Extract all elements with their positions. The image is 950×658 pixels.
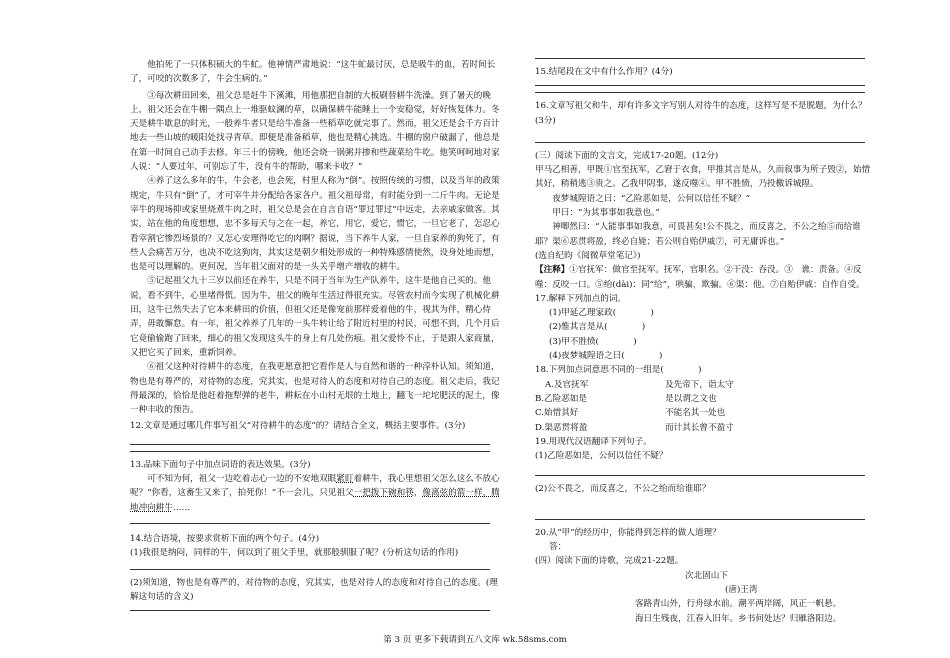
option-d bbox=[535, 421, 875, 435]
option-d-left: D.渠恶贯将盈 bbox=[535, 422, 588, 433]
answer-line[interactable] bbox=[535, 142, 865, 143]
option-b bbox=[535, 392, 875, 406]
section-4-heading: (四）阅读下面的诗歌，完成21-22题。 bbox=[535, 556, 684, 567]
classical-text-4: 神唧然曰：“人能事事如我意，可畏甚矣!公不畏之，而反喜之，不公之绐⑤而给谁耶？渠⑥恶贯将盈，终必自毙；若公则自贻伊戚⑦，可无庸诉也。” bbox=[535, 222, 861, 247]
left-column bbox=[130, 0, 500, 617]
section-3-heading: (三）阅读下面的文言文，完成17-20题。(12分) bbox=[535, 150, 719, 161]
paragraph-5: ⑤记起祖父九十三岁以前还在养牛，只是不同于当年为生产队养牛，这牛是他自己买的。他说，看不到牛，心里堵得慌。因为牛，祖父的晚年生活过得很充实。尽管农村而今实现了机械化耕田，这牛已然失去了它本来耕田的价值，但祖父还是像宠前那样爱着他的牛，视其为伴，精心侍弄，毋敢懈怠。有一年，祖父养养了几年的一头牛转让给了附近村里的村民，可想不到，几个月后它竟偷偷跑了回来，细心的祖父发现这头牛的身上有几处伤痕。祖父爱怜不止，于是跟人家商量，又把它买了回来，重新饲养。 bbox=[130, 276, 500, 358]
classical-source: (选自纪昀《阅微草堂笔记》) bbox=[535, 250, 641, 261]
paragraph-4: ④养了这么多年的牛，牛会老，也会死，村里人称为“倒”。按照传统的习惯，以及当年的政策规定，牛只有“倒”了，才可宰牛并分配给各家各户。祖父祖母常，有时能分到一二斤牛肉。无论是宰牛的现场抑或家里烧煮牛肉之时，祖父总是会在自言自语“罪过罪过”中远走，去亲戚家做客。其实，站在他的角度想想，忠不多每天与之在一起，养它，用它，爱它，惯它，一旦它老了，怎忍心看宰割它惨烈场景的？又怎心安理得吃它的肉啊？据说，当下养牛人家，一旦自家养的狗死了，有些人会痛苦万分，也决不吃这狗肉，其实这是朝夕相处形成的一种特殊感情使然，设身处地而想，也是可以理解的。更何况，当年祖父面对的是一头关乎增产增收的耕牛。 bbox=[130, 176, 500, 273]
question-13: 13.品味下面句子中加点词语的表达效果。(3分) bbox=[130, 459, 311, 470]
right-column bbox=[535, 0, 875, 626]
question-19-1: (1)乙险恶如是，公何以信任不疑？ bbox=[535, 451, 668, 462]
answer-line[interactable] bbox=[130, 523, 490, 524]
answer-line[interactable] bbox=[130, 444, 490, 445]
answer-line[interactable] bbox=[535, 475, 865, 476]
option-a bbox=[535, 378, 875, 392]
question-19: 19.用现代汉语翻译下列句子。 bbox=[535, 436, 652, 447]
answer-line[interactable] bbox=[535, 92, 865, 93]
option-c-right: 不能名其一处也 bbox=[665, 408, 726, 419]
question-14: 14.结合语境，按要求赏析下面的两个句子。(4分) bbox=[130, 533, 320, 544]
option-d-right: 而计其长曾不盈寸 bbox=[665, 422, 734, 433]
option-b-left: B.乙险恶如是 bbox=[535, 393, 588, 404]
classical-text-2: 夜梦城隍语之曰：“乙险恶如是，公何以信任不疑？” bbox=[552, 193, 751, 204]
answer-label: 答： bbox=[549, 542, 567, 553]
passage-text: …… bbox=[172, 502, 191, 513]
answer-line[interactable] bbox=[130, 610, 490, 611]
question-18: 18.下列加点词意思不同的一组是( ) bbox=[535, 365, 702, 376]
option-c-left: C.始惜其好 bbox=[535, 408, 579, 419]
question-16: 16.文章写祖父和牛，却有许多文字写别人对待牛的态度，这样写是不是脱题，为什么？(3分) bbox=[535, 101, 867, 126]
classical-text-1: 甲马乙相善，甲既①官至抚军，乙窘于衣食，甲推其言是从，久而叙事为所子毁②，始惜其好，稍稍逃③贵之。乙我甲阴事，遂反噬④。甲不胜愤，乃投檄诉城隍。 bbox=[535, 165, 871, 190]
poem-title: 次北固山下 bbox=[685, 570, 728, 581]
question-17-2: (2)惟其言是从( ) bbox=[549, 322, 646, 333]
annotation bbox=[535, 263, 875, 292]
annotation-text: ①官抚军：做官至抚军。抚军，官职名。②干没：吞没。③ 谯：责备。④反噬：反咬一口。⑤绐(dài)：同“给”，哄骗，欺骗。⑥渠：他。⑦自贻伊戚：自作自受。 bbox=[535, 265, 865, 290]
option-c bbox=[535, 406, 875, 420]
annotation-label: 【注释】 bbox=[535, 265, 570, 276]
question-17-4: (4)夜梦城隍语之曰( ) bbox=[549, 351, 663, 362]
poem-line-1: 客路青山外，行舟绿水前。潮平两岸阔，风正一帆悬。 bbox=[635, 599, 842, 610]
option-a-left: A.及官抚军 bbox=[545, 379, 589, 390]
answer-line[interactable] bbox=[130, 569, 490, 570]
option-a-right: 及先帝下，诣太守 bbox=[665, 379, 734, 390]
dotted-word: 像离弦的箭一样，腾地冲向耕牛 bbox=[130, 488, 500, 513]
page-footer: 第 3 页 更多下载请到五八文库 wk.58sms.com bbox=[383, 635, 567, 645]
dotted-word: 一把拨下碗和筷 bbox=[353, 488, 414, 499]
question-13-passage bbox=[130, 472, 500, 515]
classical-text-3: 甲曰：“为其事事如我意也。” bbox=[552, 208, 660, 219]
question-17: 17.解释下列加点的词。 bbox=[535, 293, 627, 304]
passage-text: 可不知为何，祖父一边吃着忐心一边的不安地双眼 bbox=[147, 474, 337, 485]
dotted-word: 紧盯 bbox=[336, 474, 354, 485]
question-14-1: (1)我很是纳闷，同样的牛，何以到了祖父手里，就那般驯服了呢？(分析这句话的作用) bbox=[130, 548, 459, 559]
passage-text: 着耕牛，我心里想祖父怎么这么不放心呢？“你看，这畜生又来了，拍死你！”不一会儿，只见祖父 bbox=[130, 474, 500, 499]
question-20: 20.从“甲”的经历中，你能得到怎样的做人道理？ bbox=[535, 527, 721, 538]
question-15: 15.结尾段在文中有什么作用？(4分) bbox=[535, 67, 673, 77]
answer-line[interactable] bbox=[535, 85, 865, 86]
answer-line[interactable] bbox=[535, 58, 865, 59]
option-b-right: 是以谓之文也 bbox=[665, 393, 717, 404]
passage-text: ， bbox=[413, 488, 423, 499]
paragraph-6: ⑥祖父这种对待耕牛的态度，在我更愿意把它看作是人与自然和谐的一种淳朴认知。须知道，物也是有尊严的，对待物的态度，究其实，也是对待人的态度和对待自己的态度。祖父走后，我记得最深的，恰恰是他赶着拖犁弹的老牛，耕耘在小山村无垠的土地上，翻飞一坨坨肥沃的泥土，像一种丰收的预告。 bbox=[130, 362, 500, 416]
poem-line-2: 海日生残夜，江春入旧年。乡书何处达？归雁洛阳边。 bbox=[635, 613, 842, 624]
question-19-2: (2)公不畏之，而反喜之，不公之绐而给谁耶？ bbox=[535, 484, 711, 495]
answer-line[interactable] bbox=[535, 519, 865, 520]
answer-line[interactable] bbox=[130, 451, 490, 452]
poem-author: (唐)王湾 bbox=[725, 584, 758, 595]
paragraph-3: ③每次耕田回来，祖父总是赶牛下溪滩，用他那把自制的大板刷替耕牛洗澡。到了暑天的晚上，祖父还会在牛棚一隅点上一堆驱蚊澜的草，以确保耕牛能睡上一个安稳觉，好好恢复体力。冬天是耕牛歇息的时光，一般养牛者只是给牛准备一些稻草吃就完事了。然而，祖父还是会千方百计地去一些山坡的暖阳处找寻青草。即便是准备稻草，他也是精心挑选。牛棚的窗户破漏了，他总是在第一时间自己动手去修。年三十的傍晚，他还会烧一锅粥并掺和些蔬菜给牛吃。他笑呵呵地对家人说：“人要过年，可别忘了牛，没有牛的帮助，哪来卡收？” bbox=[130, 90, 500, 173]
question-14-2: (2)须知道，物也是有尊严的，对待物的态度，究其实，也是对待人的态度和对待自己的态度。(理解这句话的含义) bbox=[130, 577, 498, 602]
question-12: 12.文章是通过哪几件事写祖父“对待耕牛的态度”的？请结合全文，概括主要事件。(3分) bbox=[130, 421, 466, 432]
question-17-3: (3)甲不胜愤( ) bbox=[549, 336, 637, 347]
paragraph-2-continued: 他拍死了一只体积硕大的牛虻。他神情严肃地说：“这牛虻最讨厌，总是吸牛的血，若时间长了，可咬的次数多了，牛会生病的。” bbox=[130, 60, 496, 85]
question-17-1: (1)甲延乙理家政( ) bbox=[549, 308, 654, 319]
